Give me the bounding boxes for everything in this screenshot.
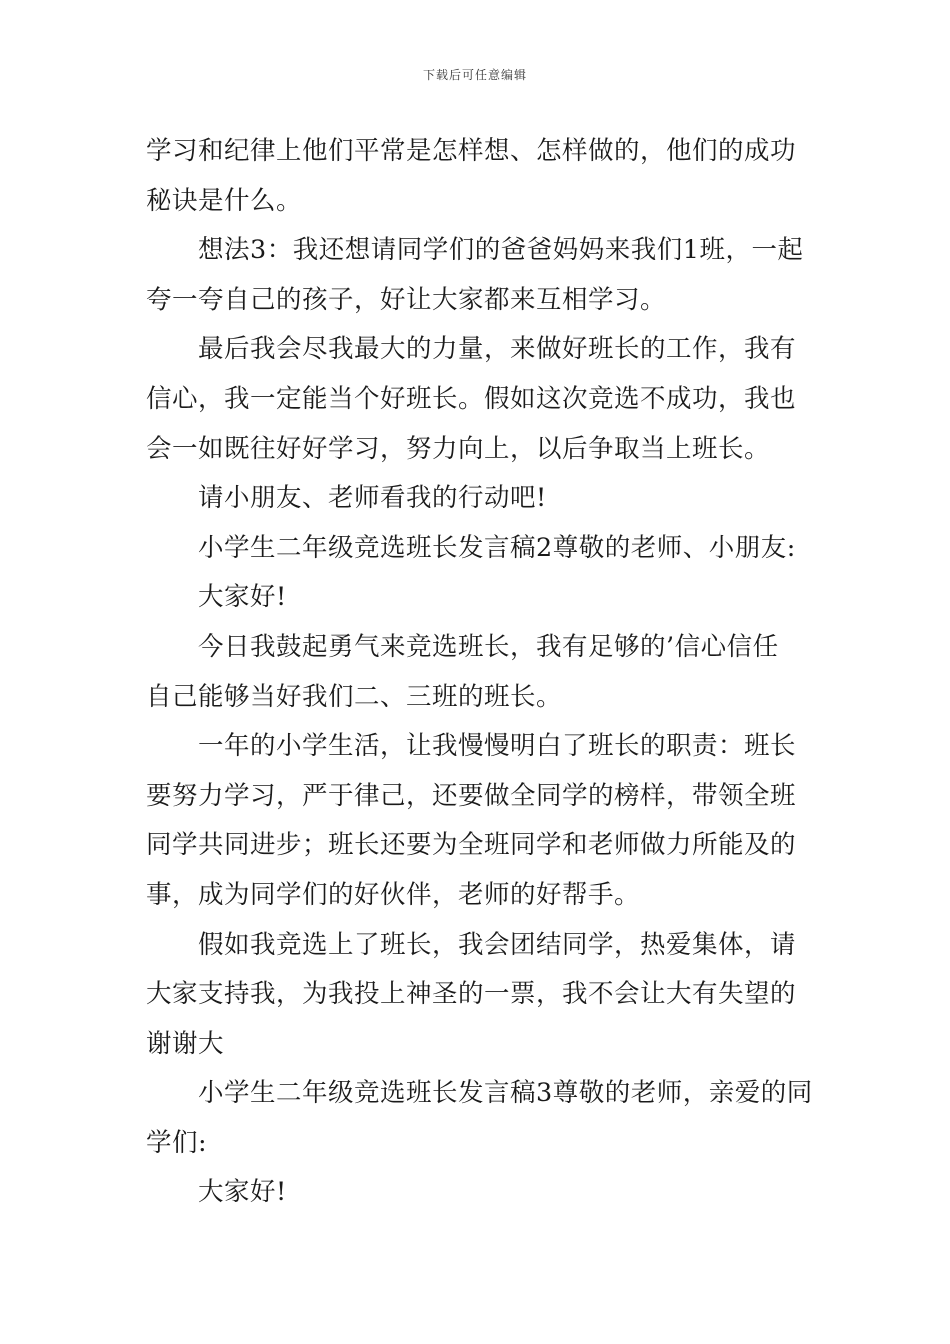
text-line: 请小朋友、老师看我的行动吧! xyxy=(198,483,547,514)
text-line: 大家好! xyxy=(198,582,287,613)
page-header-note: 下载后可任意编辑 xyxy=(422,68,527,82)
text-line: 事，成为同学们的好伙伴，老师的好帮手。 xyxy=(146,879,641,910)
text-line: 信心，我一定能当个好班长。假如这次竞选不成功，我也 xyxy=(146,383,797,414)
text-line: 自己能够当好我们二、三班的班长。 xyxy=(146,681,563,712)
text-line: 会一如既往好好学习，努力向上，以后争取当上班长。 xyxy=(146,433,771,464)
text-line: 小学生二年级竞选班长发言稿3尊敬的老师，亲爱的同 xyxy=(198,1078,813,1109)
text-line: 小学生二年级竞选班长发言稿2尊敬的老师、小朋友: xyxy=(198,532,796,563)
text-line: 要努力学习，严于律己，还要做全同学的榜样，带领全班 xyxy=(146,780,797,811)
text-line: 大家好! xyxy=(198,1177,287,1208)
text-line: 今日我鼓起勇气来竞选班长，我有足够的’信心信任 xyxy=(198,631,779,662)
text-line: 夸一夸自己的孩子，好让大家都来互相学习。 xyxy=(146,284,667,315)
document-body xyxy=(146,127,813,1218)
text-line: 想法3：我还想请同学们的爸爸妈妈来我们1班，一起 xyxy=(198,235,804,266)
text-line: 最后我会尽我最大的力量，来做好班长的工作，我有 xyxy=(198,334,797,365)
text-line: 大家支持我，为我投上神圣的一票，我不会让大有失望的 xyxy=(146,979,797,1010)
text-line: 学习和纪律上他们平常是怎样想、怎样做的，他们的成功 xyxy=(146,136,797,166)
text-line: 谢谢大 xyxy=(146,1028,225,1059)
text-line: 学们: xyxy=(146,1127,208,1158)
text-line: 假如我竞选上了班长，我会团结同学，热爱集体，请 xyxy=(198,929,797,960)
text-line: 秘诀是什么。 xyxy=(146,185,303,216)
text-line: 同学共同进步；班长还要为全班同学和老师做力所能及的 xyxy=(146,830,797,861)
text-line: 一年的小学生活，让我慢慢明白了班长的职责：班长 xyxy=(198,731,797,762)
